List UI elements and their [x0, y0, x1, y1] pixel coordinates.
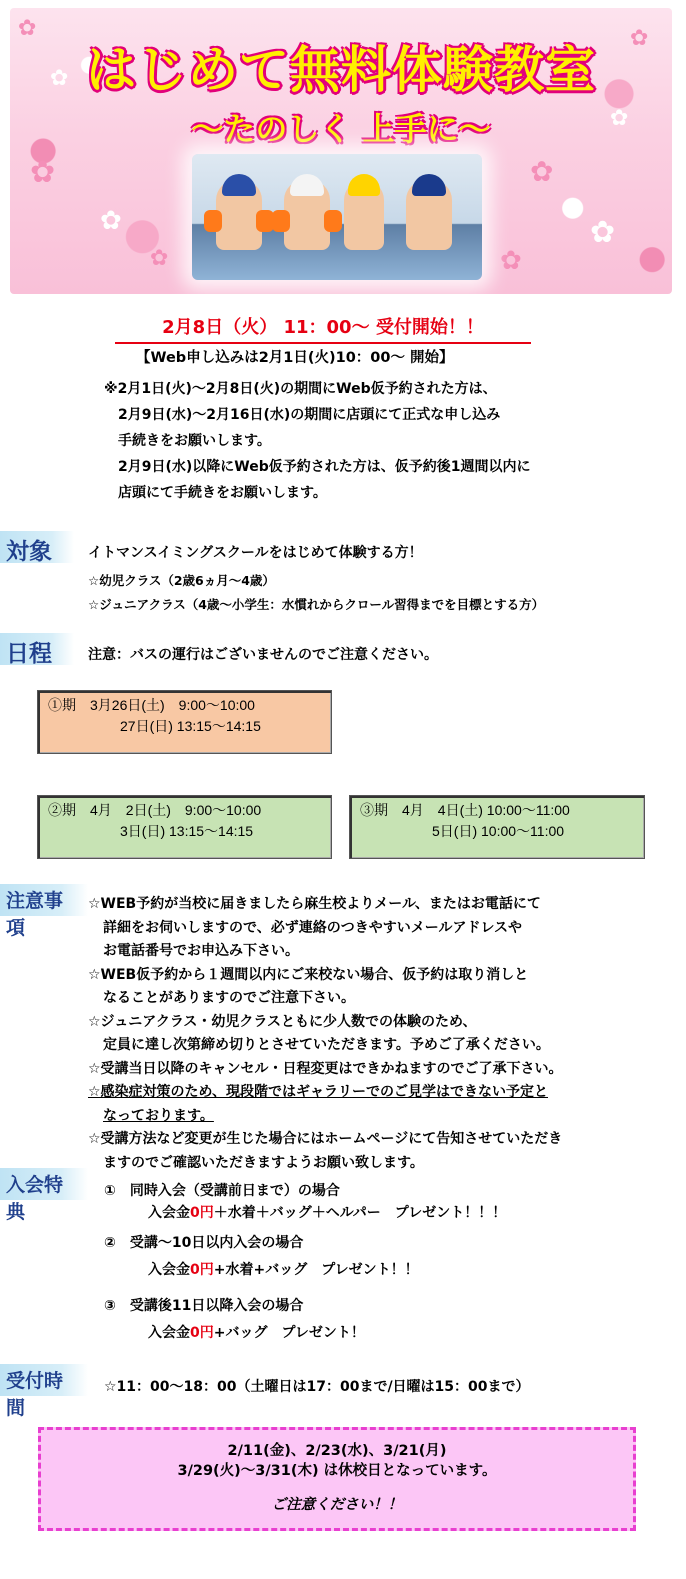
sakura-icon: ✿ — [530, 155, 554, 188]
bonus-title: ③ 受講後11日以降入会の場合 — [104, 1298, 304, 1314]
kids-photo — [192, 154, 482, 280]
bonus-title: ① 同時入会（受講前日まで）の場合 — [104, 1183, 340, 1199]
bonus-fee-label: 入会金 — [148, 1262, 190, 1278]
sakura-icon: ✿ — [30, 155, 56, 190]
caution-line: ☆受講方法など変更が生じた場合にはホームページにて告知させていただき — [88, 1131, 563, 1147]
closed-days-line: 2/11(金)、2/23(水)、3/21(月) — [227, 1443, 447, 1459]
section-label-schedule: 日程 — [0, 633, 74, 665]
child-figure — [216, 180, 262, 250]
sakura-icon: ✿ — [150, 246, 169, 271]
section-label-bonus: 入会特典 — [0, 1168, 88, 1200]
sakura-icon: ✿ — [18, 16, 37, 41]
term-date-line: 3日(日) 13:15～14:15 — [120, 823, 254, 839]
caution-line: 詳細をお伺いしますので、必ず連絡のつきやすいメールアドレスや — [103, 919, 523, 936]
bonus-gifts: ＋水着＋バッグ＋ヘルパー プレゼント！！！ — [213, 1205, 507, 1221]
schedule-term-2 — [37, 795, 332, 859]
caution-line: ☆感染症対策のため、現段階ではギャラリーでのご見学はできない予定と — [88, 1084, 548, 1100]
sakura-icon: ✿ — [590, 215, 616, 250]
banner-subtitle: ～たのしく 上手に～ — [191, 110, 491, 148]
caution-line: ☆WEB仮予約から１週間以内にご来校ない場合、仮予約は取り消しと — [88, 966, 529, 983]
schedule-term-1 — [37, 690, 332, 754]
section-label-target: 対象 — [0, 531, 74, 563]
bus-notice: 注意：バスの運行はございませんのでご注意ください。 — [88, 647, 438, 663]
bonus-fee-zero: 0円 — [190, 1205, 214, 1221]
child-figure — [344, 180, 384, 250]
bonus-item — [104, 1232, 419, 1281]
caution-line: お電話番号でお申込み下さい。 — [103, 943, 299, 959]
registration-notes — [104, 376, 530, 506]
caution-line: なっております。 — [103, 1107, 214, 1124]
child-figure — [406, 180, 452, 250]
sakura-icon: ✿ — [630, 26, 649, 51]
sakura-icon: ✿ — [50, 66, 69, 91]
caution-line: なることがありますのでご注意下さい。 — [103, 990, 355, 1006]
caution-line: ☆受講当日以降のキャンセル・日程変更はできかねますのでご了承下さい。 — [88, 1060, 563, 1077]
term-date-line: ①期 3月26日(土) 9:00～10:00 — [48, 697, 255, 713]
target-main: イトマンスイミングスクールをはじめて体験する方！ — [88, 545, 423, 561]
caution-line: ☆WEB予約が当校に届きましたら麻生校よりメール、またはお電話にて — [88, 896, 541, 912]
bonus-fee-zero: 0円 — [190, 1325, 214, 1341]
note-line: ※2月1日(火)～2月8日(火)の期間にWeb仮予約された方は、 — [104, 381, 497, 397]
bonus-gifts: +水着+バッグ プレゼント！！ — [213, 1262, 419, 1278]
closed-days-notice — [38, 1427, 636, 1531]
bonus-fee-zero: 0円 — [190, 1262, 214, 1278]
note-line: 店頭にて手続きをお願いします。 — [118, 485, 327, 501]
note-line: 手続きをお願いします。 — [118, 433, 271, 449]
closed-days-caution: ご注意ください！！ — [271, 1497, 403, 1513]
section-label-hours: 受付時間 — [0, 1364, 88, 1396]
banner-title: はじめて無料体験教室 — [86, 41, 596, 99]
caution-line: ☆ジュニアクラス・幼児クラスともに少人数での体験のため、 — [88, 1013, 477, 1030]
term-date-line: ③期 4月 4日(土) 10:00～11:00 — [360, 802, 570, 818]
bonus-gifts: +バッグ プレゼント！ — [213, 1325, 365, 1341]
caution-line: 定員に達し次第締め切りとさせていただきます。予めご了承ください。 — [103, 1037, 550, 1053]
bonus-item — [104, 1180, 506, 1224]
child-figure — [284, 180, 330, 250]
term-date-line: 27日(日) 13:15～14:15 — [120, 718, 261, 734]
term-date-line: ②期 4月 2日(土) 9:00～10:00 — [48, 802, 262, 818]
section-label-caution: 注意事項 — [0, 884, 88, 916]
bonus-fee-label: 入会金 — [148, 1325, 190, 1341]
registration-start-headline: 2月8日（火） 11：00～ 受付開始！！ — [115, 313, 531, 344]
term-date-line: 5日(日) 10:00～11:00 — [432, 823, 565, 839]
hero-banner — [10, 8, 672, 294]
caution-list — [88, 893, 563, 1175]
reception-hours: ☆11：00～18：00（土曜日は17：00まで/日曜は15：00まで） — [104, 1379, 530, 1395]
bonus-item — [104, 1295, 365, 1344]
sakura-icon: ✿ — [100, 206, 122, 236]
bonus-title: ② 受講～10日以内入会の場合 — [104, 1235, 304, 1251]
caution-line: ますのでご確認いただきますようお願い致します。 — [103, 1154, 424, 1171]
schedule-term-3 — [349, 795, 645, 859]
bonus-fee-label: 入会金 — [148, 1205, 190, 1221]
sakura-icon: ✿ — [500, 246, 522, 276]
note-line: 2月9日(水)～2月16日(水)の期間に店頭にて正式な申し込み — [118, 407, 501, 423]
web-application-start: 【Web申し込みは2月1日(火)10：00～ 開始】 — [136, 350, 454, 366]
target-junior-class: ☆ジュニアクラス（4歳～小学生：水慣れからクロール習得までを目標とする方） — [88, 597, 545, 612]
closed-days-line: 3/29(火)～3/31(木) は休校日となっています。 — [177, 1463, 497, 1479]
sakura-icon: ✿ — [610, 106, 629, 131]
target-infant-class: ☆幼児クラス（2歳6ヵ月～4歳） — [88, 573, 275, 588]
note-line: 2月9日(水)以降にWeb仮予約された方は、仮予約後1週間以内に — [118, 459, 531, 475]
